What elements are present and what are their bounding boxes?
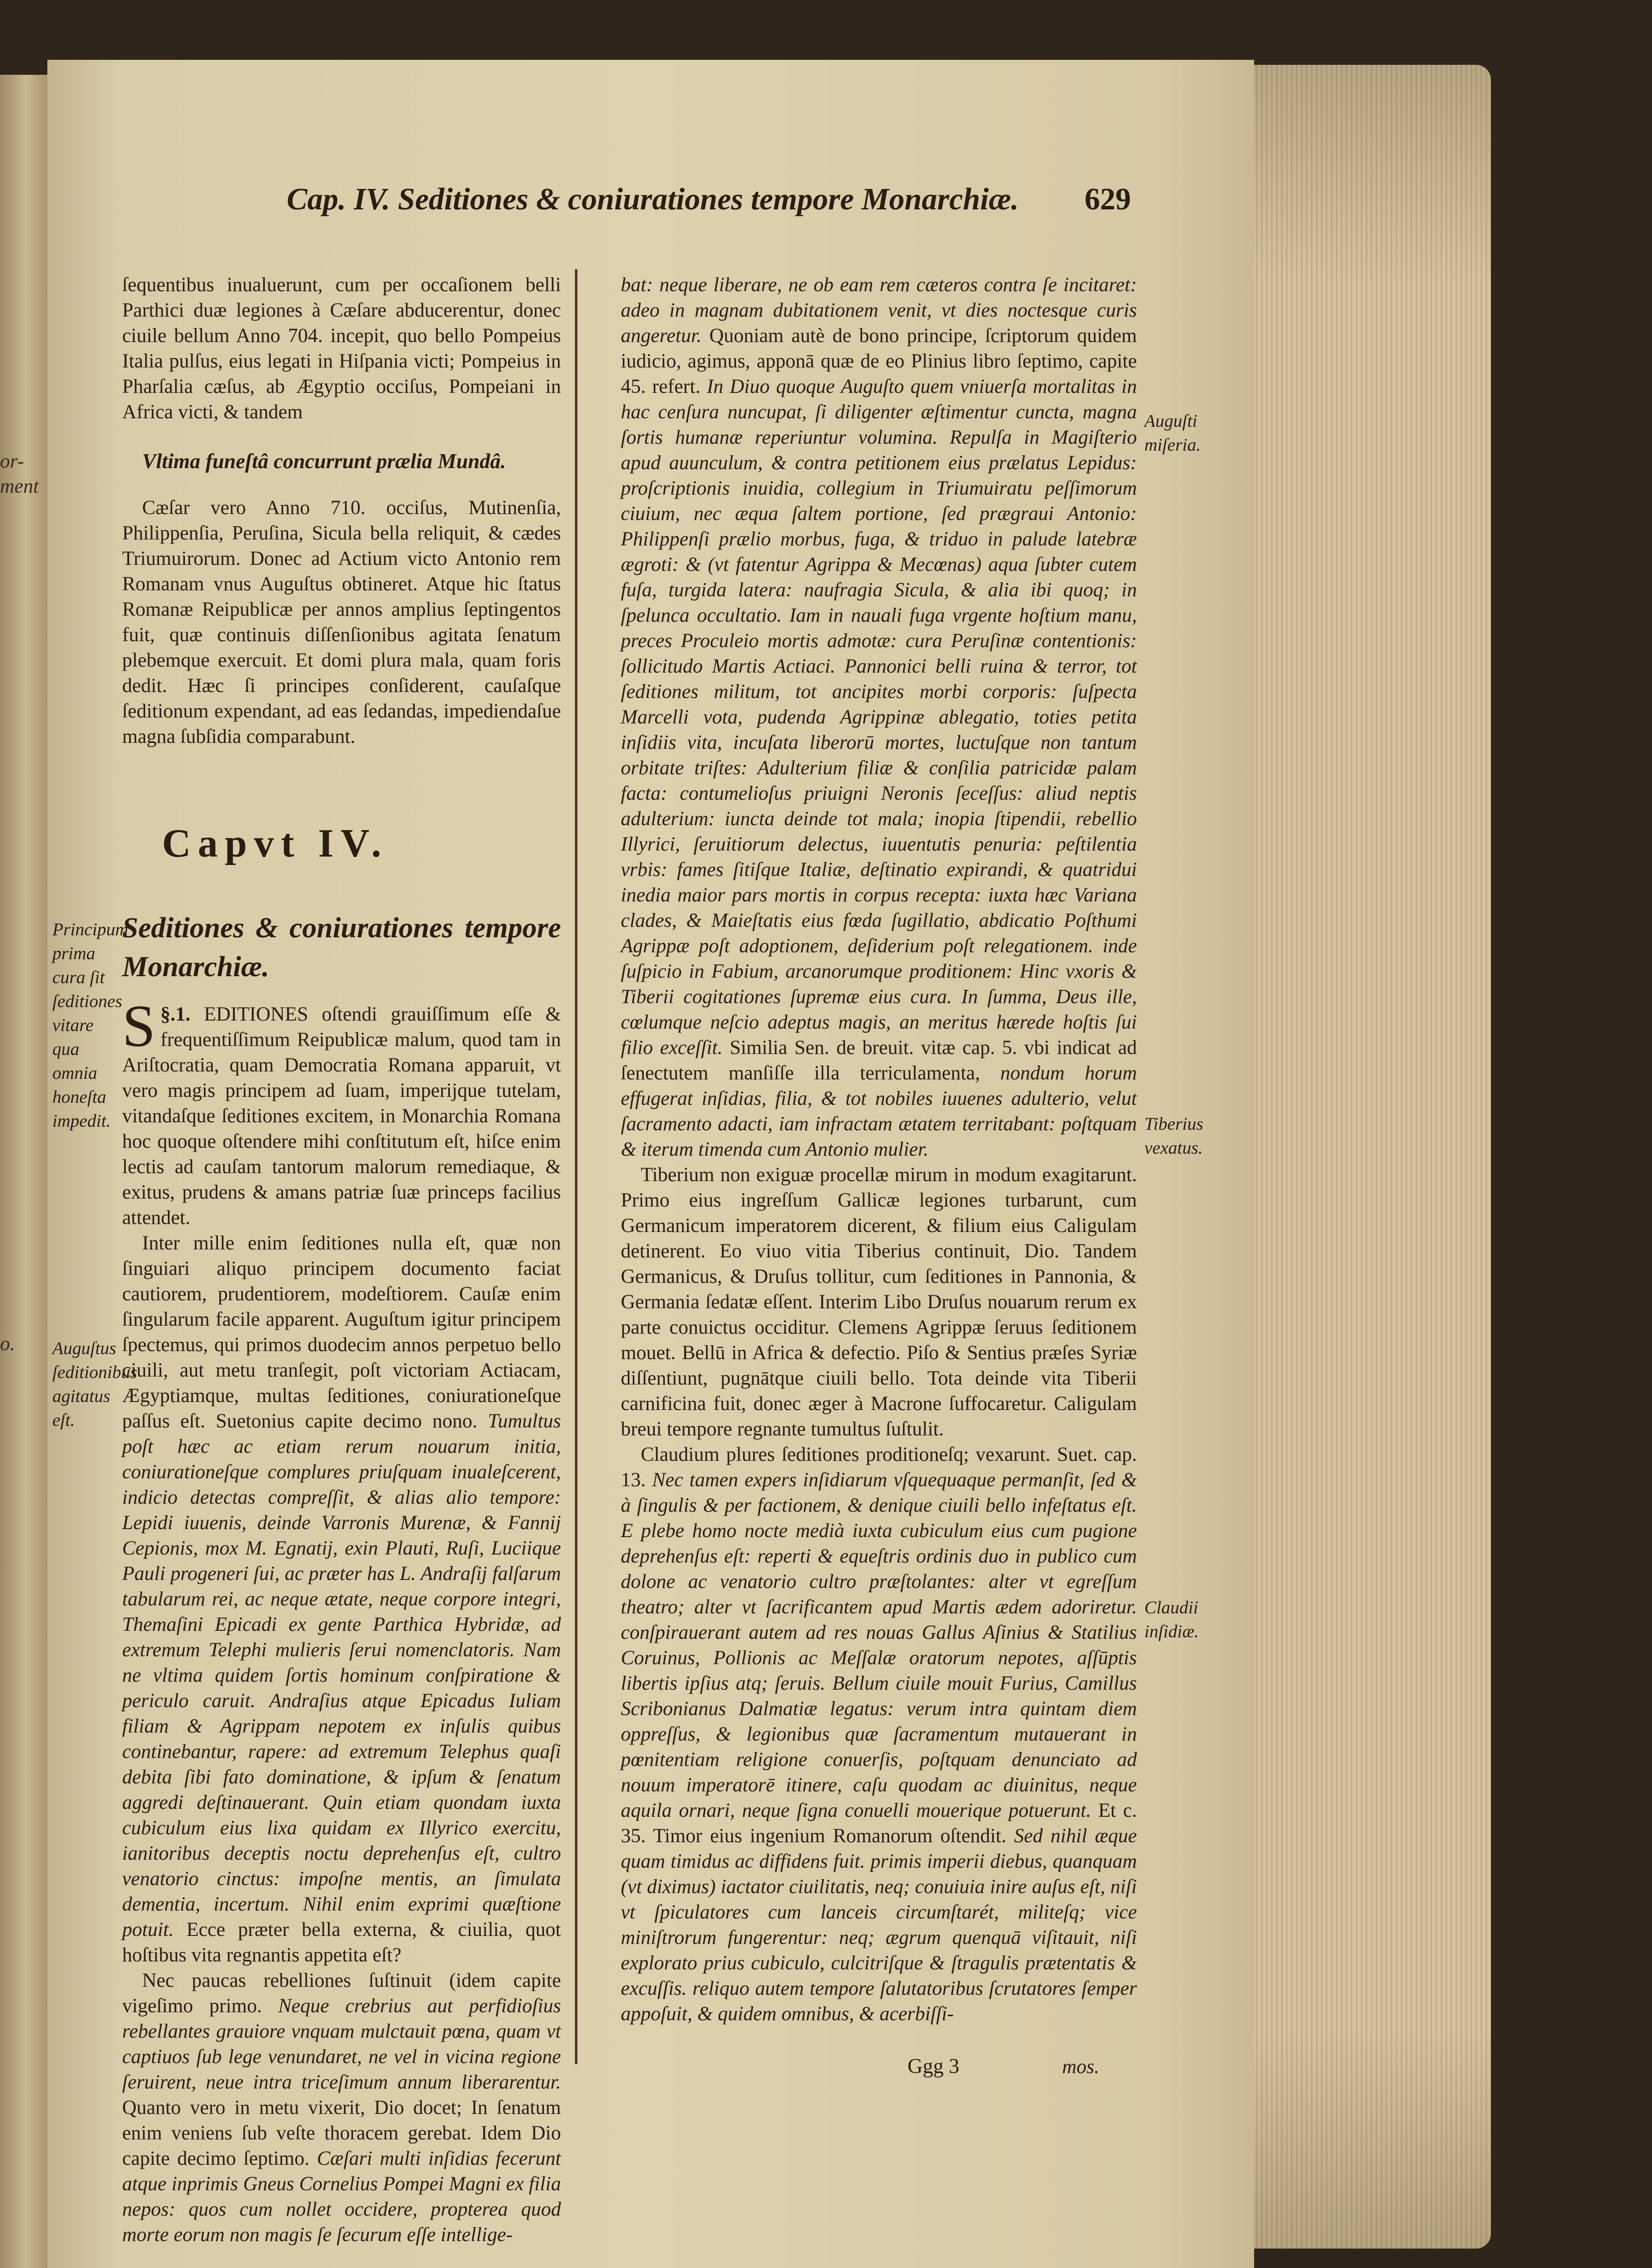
drop-cap: S bbox=[122, 993, 156, 1059]
quotation: In Diuo quoque Auguſto quem vniuerſa mortalitas in hac cenſura nuncupat, ſi diligenter æſtimentur cuncta, magna ſortis humanæ reperiuntur volumina. Repulſa in Magiſterio apud auunculum, & contra petitionem eius prælatus Lepidus: proſcriptionis inuidia, collegium in Triumuiratu peſſimorum ciuium, nec æqua ſaltem portione, ſed prægraui Antonio: Philippenſi prælio morbus, fuga, & triduo in palude latebræ ægroti: & (vt fatentur Agrippa & Mecœnas) aqua ſubter cutem fuſa, turgida latera: naufragia Sicula, & alia ibi quoq; in ſpelunca occultatio. Iam in nauali fuga vrgente hoſtium manu, preces Proculeio mortis admotæ: cura Peruſinæ contentionis: ſollicitudo Martis Actiaci. Pannonici belli ruina & terror, tot ſeditiones militum, tot ancipites morbi corporis: ſuſpecta Marcelli vota, pudenda Agrippinæ ablegatio, toties petita inſidiis vita, incuſata liberorū mortes, luctuſque non tantum orbitate triſtes: Adulterium filiæ & conſilia patricidæ palam facta: contumelioſus priuigni Neronis ſeceſſus: aliud neptis adulterium: iuncta deinde tot mala; inopia ſtipendii, rebellio Illyrici, ſeruitiorum delectus, iuuentutis penuria: peſtilentia vrbis: fames ſitiſque Italiæ, deſtinatio expirandi, & quatridui inedia maior pars mortis in corpus recepta: iuxta hæc Variana clades, & Maieſtatis eius fœda ſugillatio, abdicatio Poſthumi Agrippæ poſt adoptionem, deſiderium poſt relegationem. inde ſuſpicio in Fabium, arcanorumque proditionem: Hinc vxoris & Tiberii cogitationes ſupremæ eius cura. In ſumma, Deus ille, cœlumque neſcio adeptus magis, an meritus hærede hoſtis ſui filio exceſſit. bbox=[621, 375, 1137, 1058]
section-mark: §.1. bbox=[160, 1003, 190, 1025]
margin-note: Tiberius vexatus. bbox=[1144, 1114, 1204, 1158]
paragraph bbox=[621, 272, 1137, 1162]
quotation: Tumultus poſt hæc ac etiam rerum nouarum initia, coniurationeſque complures priuſquam inualeſcerent, indicio detectas compreſſit, & alias alio tempore: Lepidi iuuenis, deinde Varronis Murenæ, & Fannij Cepionis, mox M. Egnatij, exin Plauti, Ruſi, Luciique Pauli progeneri ſui, ac præter has L. Andraſij falſarum tabularum rei, ac neque ætate, neque corpore integri, Themaſini Epicadi ex gente Parthica Hybridæ, ad extremum Telephi mulieris ſerui nomenclatoris. Nam ne vltima quidem ſortis hominum conſpiratione & periculo caruit. Andraſius atque Epicadus Iuliam filiam & Agrippam nepotem ex inſulis quibus continebantur, rapere: ad extremum Telephus quaſi debita ſibi fato dominatione, & ipſum & ſenatum aggredi deſtinauerant. Quin etiam quondam iuxta cubiculum eius lixa quidam ex Illyrico exercitu, ianitoribus deceptis noctu deprehenſus eſt, cultro venatorio cinctus: impoſne mentis, an ſimulata dementia, incertum. Nihil enim exprimi quæſtione potuit. bbox=[122, 1409, 561, 1940]
margin-note: Auguſti miſeria. bbox=[1144, 411, 1201, 455]
paragraph bbox=[122, 1967, 561, 2247]
paragraph-text: Quoniam autè de bono principe, ſcriptorum quidem iudicio, agimus, apponā quæ de eo Plinius libro ſeptimo, capite 45. refert. bbox=[621, 324, 1137, 397]
left-page-fragment: ment bbox=[0, 475, 39, 497]
paragraph-text: Quanto vero in metu vixerit, Dio docet; In ſenatum enim veniens ſub veſte thoracem gerebat. Idem Dio capite decimo ſeptimo. bbox=[122, 2096, 561, 2169]
page-number: 629 bbox=[1085, 182, 1131, 216]
left-column bbox=[122, 272, 561, 2247]
column-rule bbox=[575, 269, 577, 2064]
paragraph bbox=[621, 1441, 1137, 2026]
paragraph: ſequentibus inualuerunt, cum per occaſionem belli Parthici duæ legiones à Cæſare abducerentur, donec ciuile bellum Anno 704. incepit, quo bello Pompeius Italia pulſus, eius legati in Hiſpania victi; Pompeius in Pharſalia cæſus, ab Ægyptio occiſus, Pompeiani in Africa victi, & tandem bbox=[122, 273, 561, 423]
quotation: Neque crebrius aut perfidioſius rebellantes grauiore vnquam mulctauit pœna, quam vt captiuos ſub lege venundaret, ne vel in vicina regione ſeruirent, neue intra triceſimum annum liberarentur. bbox=[122, 1994, 561, 2093]
margin-note: Principum prima cura ſit ſeditiones vitare qua omnia honeſta impedit. bbox=[52, 919, 128, 1131]
paragraph-text: Ecce præter bella externa, & ciuilia, quot hoſtibus vita regnantis appetita eſt? bbox=[122, 1918, 561, 1966]
quotation: Sed nihil æque quam timidus ac diffidens fuit. primis imperii diebus, quanquam (vt diximus) iactator ciuilitatis, neq; conuiuia inire auſus eſt, niſi vt ſpiculatores cum lanceis circumſtarét, militeſq; vice miniſtrorum fungerentur: neq; ægrum quenquā viſitauit, niſi explorato prius cubiculo, culcitriſque & ſtragulis prætentatis & excuſſis. reliquo autem tempore ſalutatoribus ſcrutatores ſemper appoſuit, & quidem omnibus, & acerbiſſi- bbox=[621, 1824, 1137, 2025]
paragraph-text: Similia Sen. de breuit. vitæ cap. 5. vbi indicat ad ſenectutem manſiſſe illa terriculamenta, bbox=[621, 1036, 1137, 1084]
paragraph-text: Et c. 35. Timor eius ingenium Romanorum oſtendit. bbox=[621, 1799, 1137, 1847]
quotation: Cæſari multi inſidias fecerunt atque inprimis Gneus Cornelius Pompei Magni ex filia nepos: quos cum nollet occidere, propterea quod morte eorum non magis ſe ſecurum eſſe intellige- bbox=[122, 2147, 561, 2246]
margin-note: Claudii inſidiæ. bbox=[1144, 1597, 1199, 1641]
book-page bbox=[47, 60, 1254, 2268]
left-page-fragment: o. bbox=[0, 1332, 15, 1355]
margin-note: Auguſtus ſeditionibus agitatus eſt. bbox=[52, 1338, 137, 1430]
quotation: bat: neque liberare, ne ob eam rem cæteros contra ſe incitaret: adeo in magnam dubitationem venit, vt dies noctesque curis angeretur. bbox=[621, 273, 1137, 347]
quotation: Nec tamen expers inſidiarum vſquequaque permanſit, ſed & à ſingulis & per factionem, & denique ciuili bello infeſtatus eſt. E plebe homo nocte medià iuxta cubiculum eius cum pugione deprehenſus eſt: reperti & equeſtris ordinis duo in publico cum dolone ac venatorio cultro præſtolantes: alter vt egreſſum theatro; alter vt ſacrificantem apud Martis ædem adoriretur. conſpirauerant autem ad res nouas Gallus Aſinius & Statilius Coruinus, Pollionis ac Meſſalæ oratorum nepotes, aſſūptis libertis ipſius atq; ſeruis. Bellum ciuile mouit Furius, Camillus Scribonianus Dalmatiæ legatus: verum intra quintam diem oppreſſus, & legionibus quæ ſacramentum mutauerant in pœnitentiam religione conuerſis, poſtquam denunciato ad nouum imperatorē itinere, caſu quodam ac diuinitus, neque aquila ornari, neque ſigna conuelli mouerique potuerunt. bbox=[621, 1468, 1137, 1821]
left-page-edge bbox=[0, 75, 47, 2268]
paragraph bbox=[122, 1230, 561, 1967]
right-column bbox=[621, 272, 1137, 2026]
chapter-subheading: Seditiones & coniurationes tempore Monarchiæ. bbox=[122, 911, 561, 983]
paragraph: Cæſar vero Anno 710. occiſus, Mutinenſia, Philippenſia, Peruſina, Sicula bella reliquit, & cædes Triumuirorum. Donec ad Actium victo Antonio rem Romanam vnus Auguſtus obtineret. Atque hic ſtatus Romanæ Reipublicæ per annos amplius ſeptingentos fuit, quæ continuis diſſenſionibus agitata ſenatum plebemque exercuit. Et domi plura mala, quam foris dedit. Hæc ſi principes conſiderent, cauſaſque ſeditionum expendant, ad eas ſedandas, impediendaſue magna ſubſidia comparabunt. bbox=[122, 496, 561, 747]
quotation: nondum horum effugerat inſidias, filia, & tot nobiles iuuenes adulterio, velut ſacramento adacti, iam infractam ætatem territabant: poſtquam & iterum timenda cum Antonio mulier. bbox=[621, 1061, 1137, 1160]
running-header bbox=[287, 170, 1234, 229]
header-title: Cap. IV. Seditiones & coniurationes tempore Monarchiæ. bbox=[287, 182, 1019, 216]
chapter-heading: Capvt IV. bbox=[162, 822, 388, 866]
paragraph-text: Nec paucas rebelliones ſuſtinuit (idem capite vigeſimo primo. bbox=[122, 1969, 561, 2017]
catchword: mos. bbox=[1062, 2055, 1100, 2078]
verse-line: Vltima funeſtâ concurrunt prælia Mundâ. bbox=[142, 450, 506, 473]
paragraph bbox=[122, 993, 561, 1230]
paragraph-text: EDITIONES oſtendi grauiſſimum eſſe & frequentiſſimum Reipublicæ malum, quod tam in Ariſtocratia, quam Democratia Romana apparuit, vt vero magis principem ad ſuam, imperijque tutelam, vitandaſque ſeditiones excitem, in Monarchia Romana hoc quoque oſtendere mihi conſtitutum eſt, hiſce enim lectis ad cauſam tantorum malorum remediaque, & exitus, prudens & amans patriæ ſuæ princeps facilius attendet. bbox=[122, 1003, 561, 1228]
signature-mark: Ggg 3 bbox=[908, 2055, 959, 2078]
book-page-edges bbox=[1254, 65, 1491, 2249]
paragraph-text: Inter mille enim ſeditiones nulla eſt, quæ non ſinguiari aliquo principem documento faciat cautiorem, prudentiorem, modeſtiorem. Cauſæ enim ſingularum facile apparent. Auguſtum igitur principem ſpectemus, qui primos duodecim annos perpetuo bello ciuili, aut metu tranſegit, poſt victoriam Actiacam, Ægyptiamque, multas ſeditiones, coniurationeſque paſſus eſt. Suetonius capite decimo nono. bbox=[122, 1231, 561, 1432]
paragraph-text: Claudium plures ſeditiones proditioneſq; vexarunt. Suet. cap. 13. bbox=[621, 1443, 1137, 1491]
left-page-fragment: or- bbox=[0, 450, 24, 472]
paragraph: Tiberium non exiguæ procellæ mirum in modum exagitarunt. Primo eius ingreſſum Gallicæ legiones turbarunt, cum Germanicum imperatorem dicerent, & filium eius Caligulam detinerent. Eo viuo vitia Tiberius continuit, Dio. Tandem Germanicus, & Druſus tollitur, cum ſeditiones in Pannonia, & Germania ſedatæ eſſent. Interim Libo Druſus nouarum rerum ex parte conuictus occiditur. Clemens Agrippæ ſeruus ſeditionem mouet. Bellū in Africa & defectio. Piſo & Sentius præſes Syriæ diſſentiunt, pugnātque ciuili bello. Tota deinde vita Tiberii carnificina fuit, donec æger à Macrone ſuffocaretur. Caligulam breui tempore regnante tumultus ſuſtulit. bbox=[621, 1163, 1137, 1440]
